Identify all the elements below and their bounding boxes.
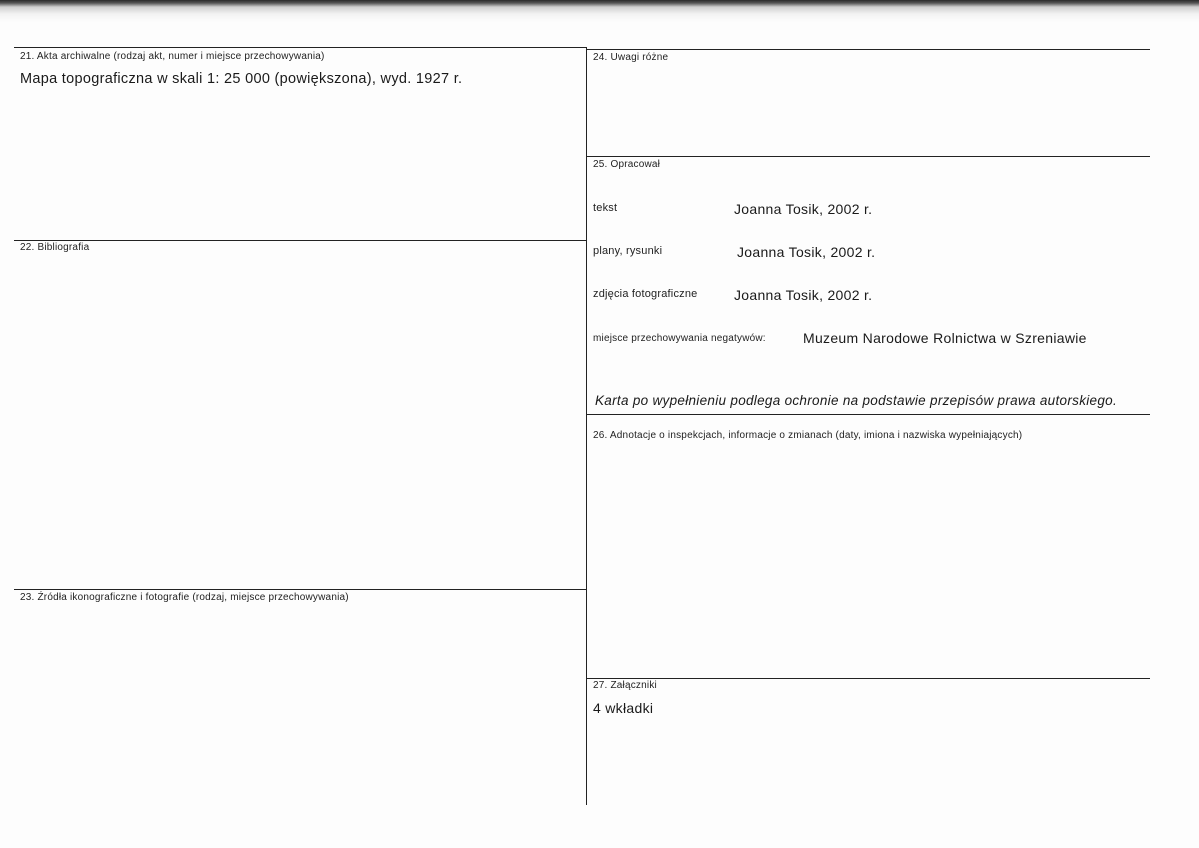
author-row-plans-key: plany, rysunki [593,245,663,257]
divider-26-27 [586,678,1150,679]
section-21-label: 21. Akta archiwalne (rodzaj akt, numer i miejsce przechowywania) [20,51,325,62]
section-26-label: 26. Adnotacje o inspekcjach, informacje o zmianach (daty, imiona i nazwiska wypełniających) [593,430,1023,441]
author-row-plans-value: Joanna Tosik, 2002 r. [737,244,876,260]
copyright-note: Karta po wypełnieniu podlega ochronie na podstawie przepisów prawa autorskiego. [595,393,1118,408]
author-row-photos-value: Joanna Tosik, 2002 r. [734,287,873,303]
divider-top-right [586,49,1150,50]
negatives-location-key: miejsce przechowywania negatywów: [593,333,766,344]
author-row-photos-key: zdjęcia fotograficzne [593,288,698,300]
section-21-value: Mapa topograficzna w skali 1: 25 000 (powiększona), wyd. 1927 r. [20,71,463,87]
divider-top-left [14,47,586,48]
scan-top-edge [0,0,1199,22]
section-27-value: 4 wkładki [593,700,654,716]
author-row-text-key: tekst [593,202,618,214]
negatives-location-value: Muzeum Narodowe Rolnictwa w Szreniawie [803,330,1087,346]
divider-25-26 [586,414,1150,415]
section-22-label: 22. Bibliografia [20,242,90,253]
divider-21-22 [14,240,586,241]
divider-center-vertical [586,47,587,805]
section-25-label: 25. Opracował [593,159,661,170]
section-23-label: 23. Źródła ikonograficzne i fotografie (rodzaj, miejsce przechowywania) [20,592,349,603]
divider-24-25 [586,156,1150,157]
author-row-text-value: Joanna Tosik, 2002 r. [734,201,873,217]
divider-22-23 [14,589,586,590]
section-27-label: 27. Załączniki [593,680,657,691]
section-24-label: 24. Uwagi różne [593,52,669,63]
